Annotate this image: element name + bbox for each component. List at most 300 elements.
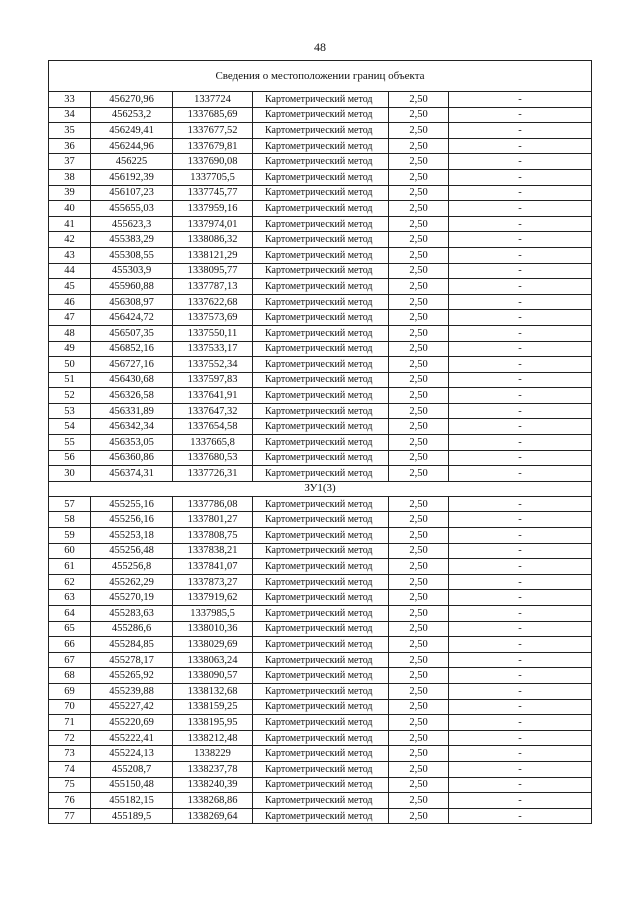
method-cell: Картометрический метод <box>253 403 389 419</box>
x-coordinate-cell: 456727,16 <box>91 357 173 373</box>
accuracy-cell: 2,50 <box>389 279 449 295</box>
y-coordinate-cell: 1337573,69 <box>173 310 253 326</box>
x-coordinate-cell: 455222,41 <box>91 730 173 746</box>
table-row <box>49 715 592 731</box>
method-cell: Картометрический метод <box>253 652 389 668</box>
table-row <box>49 574 592 590</box>
note-cell: - <box>449 403 592 419</box>
point-number-cell: 36 <box>49 138 91 154</box>
accuracy-cell: 2,50 <box>389 341 449 357</box>
accuracy-cell: 2,50 <box>389 263 449 279</box>
x-coordinate-cell: 456507,35 <box>91 325 173 341</box>
method-cell: Картометрический метод <box>253 574 389 590</box>
accuracy-cell: 2,50 <box>389 388 449 404</box>
method-cell: Картометрический метод <box>253 528 389 544</box>
point-number-cell: 38 <box>49 169 91 185</box>
table-row <box>49 325 592 341</box>
accuracy-cell: 2,50 <box>389 310 449 326</box>
method-cell: Картометрический метод <box>253 185 389 201</box>
table-row <box>49 683 592 699</box>
table-row <box>49 793 592 809</box>
x-coordinate-cell: 456107,23 <box>91 185 173 201</box>
method-cell: Картометрический метод <box>253 435 389 451</box>
accuracy-cell: 2,50 <box>389 185 449 201</box>
method-cell: Картометрический метод <box>253 715 389 731</box>
accuracy-cell: 2,50 <box>389 450 449 466</box>
method-cell: Картометрический метод <box>253 123 389 139</box>
point-number-cell: 61 <box>49 559 91 575</box>
note-cell: - <box>449 699 592 715</box>
method-cell: Картометрический метод <box>253 512 389 528</box>
table-row <box>49 138 592 154</box>
table-row <box>49 279 592 295</box>
accuracy-cell: 2,50 <box>389 138 449 154</box>
accuracy-cell: 2,50 <box>389 92 449 108</box>
table-row <box>49 606 592 622</box>
table-row <box>49 107 592 123</box>
note-cell: - <box>449 372 592 388</box>
x-coordinate-cell: 455262,29 <box>91 574 173 590</box>
method-cell: Картометрический метод <box>253 746 389 762</box>
point-number-cell: 70 <box>49 699 91 715</box>
x-coordinate-cell: 456342,34 <box>91 419 173 435</box>
accuracy-cell: 2,50 <box>389 777 449 793</box>
point-number-cell: 75 <box>49 777 91 793</box>
accuracy-cell: 2,50 <box>389 403 449 419</box>
y-coordinate-cell: 1338090,57 <box>173 668 253 684</box>
x-coordinate-cell: 455303,9 <box>91 263 173 279</box>
accuracy-cell: 2,50 <box>389 201 449 217</box>
accuracy-cell: 2,50 <box>389 419 449 435</box>
point-number-cell: 53 <box>49 403 91 419</box>
point-number-cell: 45 <box>49 279 91 295</box>
method-cell: Картометрический метод <box>253 761 389 777</box>
note-cell: - <box>449 185 592 201</box>
x-coordinate-cell: 455253,18 <box>91 528 173 544</box>
table-row <box>49 668 592 684</box>
note-cell: - <box>449 715 592 731</box>
table-row <box>49 512 592 528</box>
note-cell: - <box>449 419 592 435</box>
method-cell: Картометрический метод <box>253 279 389 295</box>
x-coordinate-cell: 455623,3 <box>91 216 173 232</box>
point-number-cell: 63 <box>49 590 91 606</box>
note-cell: - <box>449 808 592 824</box>
y-coordinate-cell: 1337959,16 <box>173 201 253 217</box>
accuracy-cell: 2,50 <box>389 247 449 263</box>
table-row <box>49 496 592 512</box>
x-coordinate-cell: 456249,41 <box>91 123 173 139</box>
point-number-cell: 51 <box>49 372 91 388</box>
x-coordinate-cell: 455227,42 <box>91 699 173 715</box>
method-cell: Картометрический метод <box>253 138 389 154</box>
point-number-cell: 52 <box>49 388 91 404</box>
accuracy-cell: 2,50 <box>389 652 449 668</box>
point-number-cell: 74 <box>49 761 91 777</box>
x-coordinate-cell: 455278,17 <box>91 652 173 668</box>
point-number-cell: 59 <box>49 528 91 544</box>
method-cell: Картометрический метод <box>253 201 389 217</box>
x-coordinate-cell: 455960,88 <box>91 279 173 295</box>
y-coordinate-cell: 1338095,77 <box>173 263 253 279</box>
x-coordinate-cell: 456430,68 <box>91 372 173 388</box>
table-title: Сведения о местоположении границ объекта <box>49 61 592 92</box>
note-cell: - <box>449 388 592 404</box>
note-cell: - <box>449 279 592 295</box>
method-cell: Картометрический метод <box>253 294 389 310</box>
note-cell: - <box>449 435 592 451</box>
point-number-cell: 42 <box>49 232 91 248</box>
method-cell: Картометрический метод <box>253 107 389 123</box>
y-coordinate-cell: 1338269,64 <box>173 808 253 824</box>
method-cell: Картометрический метод <box>253 325 389 341</box>
y-coordinate-cell: 1337622,68 <box>173 294 253 310</box>
table-row <box>49 123 592 139</box>
x-coordinate-cell: 456253,2 <box>91 107 173 123</box>
method-cell: Картометрический метод <box>253 357 389 373</box>
y-coordinate-cell: 1338121,29 <box>173 247 253 263</box>
table-row <box>49 154 592 170</box>
x-coordinate-cell: 455383,29 <box>91 232 173 248</box>
y-coordinate-cell: 1338063,24 <box>173 652 253 668</box>
x-coordinate-cell: 456852,16 <box>91 341 173 357</box>
y-coordinate-cell: 1338159,25 <box>173 699 253 715</box>
table-row <box>49 232 592 248</box>
y-coordinate-cell: 1337552,34 <box>173 357 253 373</box>
point-number-cell: 56 <box>49 450 91 466</box>
y-coordinate-cell: 1337786,08 <box>173 496 253 512</box>
x-coordinate-cell: 456308,97 <box>91 294 173 310</box>
x-coordinate-cell: 455283,63 <box>91 606 173 622</box>
point-number-cell: 77 <box>49 808 91 824</box>
note-cell: - <box>449 138 592 154</box>
x-coordinate-cell: 455308,55 <box>91 247 173 263</box>
accuracy-cell: 2,50 <box>389 357 449 373</box>
y-coordinate-cell: 1338229 <box>173 746 253 762</box>
x-coordinate-cell: 456244,96 <box>91 138 173 154</box>
method-cell: Картометрический метод <box>253 637 389 653</box>
note-cell: - <box>449 652 592 668</box>
table-body <box>49 61 592 824</box>
x-coordinate-cell: 455220,69 <box>91 715 173 731</box>
table-header-row <box>49 61 592 92</box>
table-row <box>49 761 592 777</box>
point-number-cell: 54 <box>49 419 91 435</box>
y-coordinate-cell: 1338240,39 <box>173 777 253 793</box>
method-cell: Картометрический метод <box>253 154 389 170</box>
y-coordinate-cell: 1337705,5 <box>173 169 253 185</box>
note-cell: - <box>449 357 592 373</box>
x-coordinate-cell: 455189,5 <box>91 808 173 824</box>
x-coordinate-cell: 456360,86 <box>91 450 173 466</box>
x-coordinate-cell: 456374,31 <box>91 466 173 482</box>
y-coordinate-cell: 1338029,69 <box>173 637 253 653</box>
method-cell: Картометрический метод <box>253 793 389 809</box>
accuracy-cell: 2,50 <box>389 559 449 575</box>
note-cell: - <box>449 154 592 170</box>
point-number-cell: 35 <box>49 123 91 139</box>
point-number-cell: 46 <box>49 294 91 310</box>
y-coordinate-cell: 1338086,32 <box>173 232 253 248</box>
accuracy-cell: 2,50 <box>389 637 449 653</box>
table-row <box>49 652 592 668</box>
table-row <box>49 621 592 637</box>
page-number: 48 <box>314 40 326 54</box>
accuracy-cell: 2,50 <box>389 606 449 622</box>
note-cell: - <box>449 668 592 684</box>
table-row <box>49 247 592 263</box>
accuracy-cell: 2,50 <box>389 496 449 512</box>
point-number-cell: 37 <box>49 154 91 170</box>
y-coordinate-cell: 1337680,53 <box>173 450 253 466</box>
table-row <box>49 185 592 201</box>
table-row <box>49 466 592 482</box>
y-coordinate-cell: 1337974,01 <box>173 216 253 232</box>
note-cell: - <box>449 325 592 341</box>
note-cell: - <box>449 559 592 575</box>
accuracy-cell: 2,50 <box>389 169 449 185</box>
accuracy-cell: 2,50 <box>389 232 449 248</box>
note-cell: - <box>449 574 592 590</box>
table-row <box>49 92 592 108</box>
table-row <box>49 450 592 466</box>
method-cell: Картометрический метод <box>253 92 389 108</box>
note-cell: - <box>449 590 592 606</box>
accuracy-cell: 2,50 <box>389 466 449 482</box>
point-number-cell: 48 <box>49 325 91 341</box>
point-number-cell: 47 <box>49 310 91 326</box>
x-coordinate-cell: 455255,16 <box>91 496 173 512</box>
point-number-cell: 65 <box>49 621 91 637</box>
point-number-cell: 44 <box>49 263 91 279</box>
note-cell: - <box>449 169 592 185</box>
y-coordinate-cell: 1337838,21 <box>173 543 253 559</box>
note-cell: - <box>449 201 592 217</box>
y-coordinate-cell: 1337690,08 <box>173 154 253 170</box>
method-cell: Картометрический метод <box>253 232 389 248</box>
note-cell: - <box>449 232 592 248</box>
method-cell: Картометрический метод <box>253 808 389 824</box>
point-number-cell: 57 <box>49 496 91 512</box>
table-row <box>49 216 592 232</box>
point-number-cell: 33 <box>49 92 91 108</box>
accuracy-cell: 2,50 <box>389 668 449 684</box>
method-cell: Картометрический метод <box>253 341 389 357</box>
table-row <box>49 169 592 185</box>
point-number-cell: 34 <box>49 107 91 123</box>
method-cell: Картометрический метод <box>253 450 389 466</box>
table-row <box>49 543 592 559</box>
note-cell: - <box>449 310 592 326</box>
y-coordinate-cell: 1337677,52 <box>173 123 253 139</box>
point-number-cell: 30 <box>49 466 91 482</box>
y-coordinate-cell: 1337654,58 <box>173 419 253 435</box>
y-coordinate-cell: 1338268,86 <box>173 793 253 809</box>
method-cell: Картометрический метод <box>253 247 389 263</box>
note-cell: - <box>449 528 592 544</box>
accuracy-cell: 2,50 <box>389 699 449 715</box>
note-cell: - <box>449 263 592 279</box>
point-number-cell: 43 <box>49 247 91 263</box>
point-number-cell: 55 <box>49 435 91 451</box>
x-coordinate-cell: 456326,58 <box>91 388 173 404</box>
method-cell: Картометрический метод <box>253 730 389 746</box>
method-cell: Картометрический метод <box>253 310 389 326</box>
point-number-cell: 58 <box>49 512 91 528</box>
y-coordinate-cell: 1337533,17 <box>173 341 253 357</box>
x-coordinate-cell: 455256,48 <box>91 543 173 559</box>
point-number-cell: 49 <box>49 341 91 357</box>
accuracy-cell: 2,50 <box>389 543 449 559</box>
x-coordinate-cell: 455265,92 <box>91 668 173 684</box>
note-cell: - <box>449 746 592 762</box>
table-row <box>49 777 592 793</box>
y-coordinate-cell: 1337679,81 <box>173 138 253 154</box>
point-number-cell: 39 <box>49 185 91 201</box>
x-coordinate-cell: 455270,19 <box>91 590 173 606</box>
x-coordinate-cell: 456424,72 <box>91 310 173 326</box>
method-cell: Картометрический метод <box>253 590 389 606</box>
y-coordinate-cell: 1337919,62 <box>173 590 253 606</box>
note-cell: - <box>449 123 592 139</box>
y-coordinate-cell: 1337550,11 <box>173 325 253 341</box>
x-coordinate-cell: 455224,13 <box>91 746 173 762</box>
method-cell: Картометрический метод <box>253 496 389 512</box>
point-number-cell: 69 <box>49 683 91 699</box>
table-row <box>49 808 592 824</box>
table-row <box>49 559 592 575</box>
point-number-cell: 68 <box>49 668 91 684</box>
point-number-cell: 41 <box>49 216 91 232</box>
method-cell: Картометрический метод <box>253 777 389 793</box>
point-number-cell: 40 <box>49 201 91 217</box>
point-number-cell: 67 <box>49 652 91 668</box>
accuracy-cell: 2,50 <box>389 621 449 637</box>
method-cell: Картометрический метод <box>253 606 389 622</box>
accuracy-cell: 2,50 <box>389 107 449 123</box>
point-number-cell: 72 <box>49 730 91 746</box>
accuracy-cell: 2,50 <box>389 730 449 746</box>
method-cell: Картометрический метод <box>253 388 389 404</box>
x-coordinate-cell: 456270,96 <box>91 92 173 108</box>
table-row <box>49 372 592 388</box>
y-coordinate-cell: 1337726,31 <box>173 466 253 482</box>
note-cell: - <box>449 496 592 512</box>
y-coordinate-cell: 1338010,36 <box>173 621 253 637</box>
note-cell: - <box>449 761 592 777</box>
table-row <box>49 201 592 217</box>
method-cell: Картометрический метод <box>253 668 389 684</box>
y-coordinate-cell: 1337841,07 <box>173 559 253 575</box>
x-coordinate-cell: 456192,39 <box>91 169 173 185</box>
method-cell: Картометрический метод <box>253 559 389 575</box>
y-coordinate-cell: 1337724 <box>173 92 253 108</box>
note-cell: - <box>449 606 592 622</box>
x-coordinate-cell: 455655,03 <box>91 201 173 217</box>
y-coordinate-cell: 1337808,75 <box>173 528 253 544</box>
y-coordinate-cell: 1337873,27 <box>173 574 253 590</box>
note-cell: - <box>449 341 592 357</box>
y-coordinate-cell: 1337647,32 <box>173 403 253 419</box>
point-number-cell: 64 <box>49 606 91 622</box>
note-cell: - <box>449 466 592 482</box>
table-row <box>49 403 592 419</box>
point-number-cell: 62 <box>49 574 91 590</box>
method-cell: Картометрический метод <box>253 169 389 185</box>
x-coordinate-cell: 455284,85 <box>91 637 173 653</box>
accuracy-cell: 2,50 <box>389 590 449 606</box>
table-row <box>49 590 592 606</box>
accuracy-cell: 2,50 <box>389 435 449 451</box>
accuracy-cell: 2,50 <box>389 746 449 762</box>
note-cell: - <box>449 216 592 232</box>
boundary-coordinates-table <box>48 60 592 824</box>
x-coordinate-cell: 455256,16 <box>91 512 173 528</box>
table-row <box>49 419 592 435</box>
accuracy-cell: 2,50 <box>389 574 449 590</box>
note-cell: - <box>449 777 592 793</box>
table-row <box>49 388 592 404</box>
point-number-cell: 66 <box>49 637 91 653</box>
note-cell: - <box>449 294 592 310</box>
accuracy-cell: 2,50 <box>389 683 449 699</box>
section-header-row <box>49 481 592 496</box>
point-number-cell: 71 <box>49 715 91 731</box>
y-coordinate-cell: 1337985,5 <box>173 606 253 622</box>
method-cell: Картометрический метод <box>253 372 389 388</box>
table-row <box>49 699 592 715</box>
x-coordinate-cell: 455256,8 <box>91 559 173 575</box>
note-cell: - <box>449 247 592 263</box>
accuracy-cell: 2,50 <box>389 761 449 777</box>
y-coordinate-cell: 1337801,27 <box>173 512 253 528</box>
note-cell: - <box>449 637 592 653</box>
x-coordinate-cell: 455150,48 <box>91 777 173 793</box>
method-cell: Картометрический метод <box>253 543 389 559</box>
x-coordinate-cell: 455182,15 <box>91 793 173 809</box>
x-coordinate-cell: 456353,05 <box>91 435 173 451</box>
accuracy-cell: 2,50 <box>389 793 449 809</box>
table-row <box>49 435 592 451</box>
accuracy-cell: 2,50 <box>389 512 449 528</box>
method-cell: Картометрический метод <box>253 699 389 715</box>
point-number-cell: 50 <box>49 357 91 373</box>
table-row <box>49 310 592 326</box>
x-coordinate-cell: 456331,89 <box>91 403 173 419</box>
y-coordinate-cell: 1337597,83 <box>173 372 253 388</box>
section-label: ЗУ1(3) <box>49 481 592 496</box>
y-coordinate-cell: 1337787,13 <box>173 279 253 295</box>
note-cell: - <box>449 450 592 466</box>
table-row <box>49 730 592 746</box>
y-coordinate-cell: 1338212,48 <box>173 730 253 746</box>
note-cell: - <box>449 512 592 528</box>
table-row <box>49 341 592 357</box>
table-row <box>49 357 592 373</box>
y-coordinate-cell: 1337685,69 <box>173 107 253 123</box>
y-coordinate-cell: 1337665,8 <box>173 435 253 451</box>
method-cell: Картометрический метод <box>253 621 389 637</box>
y-coordinate-cell: 1338195,95 <box>173 715 253 731</box>
accuracy-cell: 2,50 <box>389 528 449 544</box>
accuracy-cell: 2,50 <box>389 154 449 170</box>
accuracy-cell: 2,50 <box>389 715 449 731</box>
note-cell: - <box>449 92 592 108</box>
note-cell: - <box>449 683 592 699</box>
x-coordinate-cell: 456225 <box>91 154 173 170</box>
note-cell: - <box>449 621 592 637</box>
point-number-cell: 73 <box>49 746 91 762</box>
